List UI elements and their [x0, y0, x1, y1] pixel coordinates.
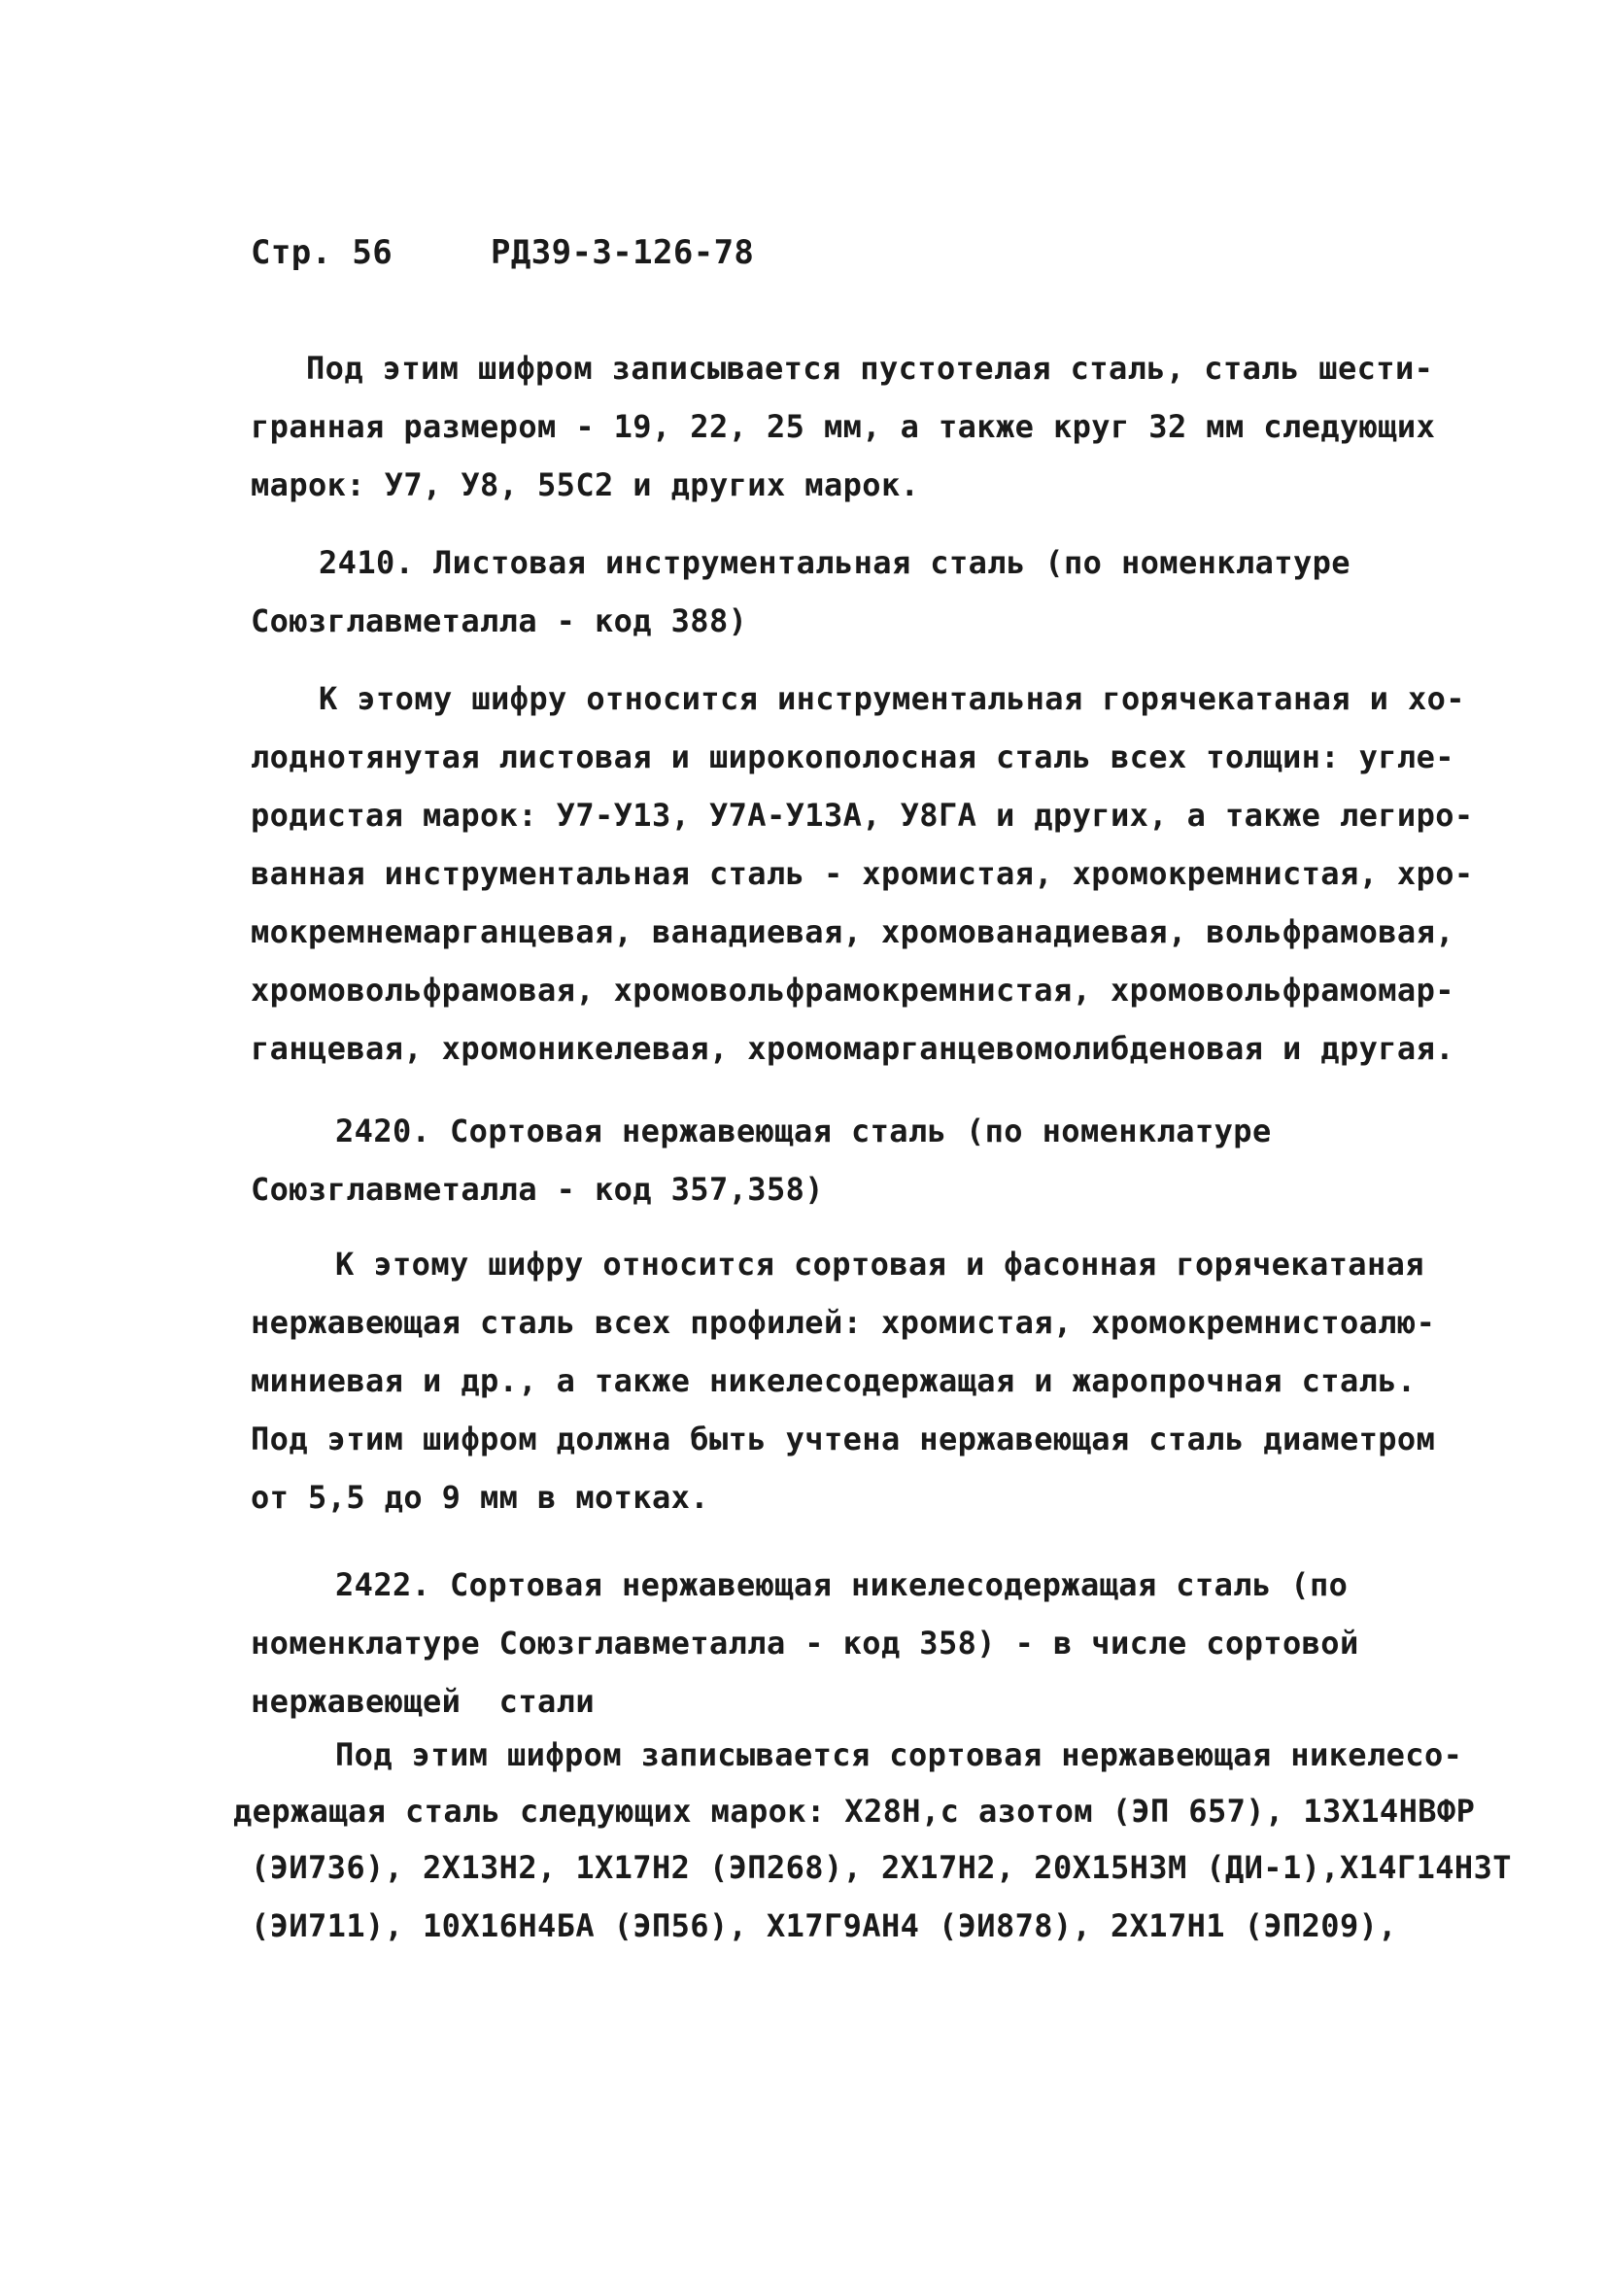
section-2420-text: нержавеющая сталь всех профилей: хромистая, хромокремнистоалю-	[251, 1304, 1436, 1341]
section-2410-heading: 2410. Листовая инструментальная сталь (по номенклатуре	[319, 544, 1351, 581]
section-2410-text: ганцевая, хромоникелевая, хромомарганцевомолибденовая и другая.	[251, 1030, 1454, 1067]
section-2410-heading: Союзглавметалла - код 388)	[251, 602, 748, 639]
intro-line: марок: У7, У8, 55С2 и других марок.	[251, 466, 920, 503]
intro-line: Под этим шифром записывается пустотелая сталь, сталь шести-	[306, 350, 1434, 387]
section-2422-heading: 2422. Сортовая нержавеющая никелесодержащая сталь (по	[335, 1566, 1349, 1603]
section-2422-text: держащая сталь следующих марок: Х28Н,с азотом (ЭП 657), 13Х14НВФР	[233, 1793, 1476, 1830]
section-2420-heading: 2420. Сортовая нержавеющая сталь (по номенклатуре	[335, 1113, 1272, 1149]
page-number: Стр. 56	[251, 233, 393, 272]
section-2410-text: родистая марок: У7-У13, У7А-У13А, У8ГА и других, а также легиро-	[251, 797, 1474, 834]
section-2420-heading: Союзглавметалла - код 357,358)	[251, 1171, 824, 1208]
document-code: РД39-3-126-78	[491, 233, 755, 272]
section-2422-heading: номенклатуре Союзглавметалла - код 358) - в числе сортовой	[251, 1625, 1359, 1662]
section-2410-text: лоднотянутая листовая и широкополосная сталь всех толщин: угле-	[251, 738, 1454, 775]
section-2410-text: мокремнемарганцевая, ванадиевая, хромованадиевая, вольфрамовая,	[251, 913, 1454, 950]
section-2410-text: хромовольфрамовая, хромовольфрамокремнистая, хромовольфрамомар-	[251, 972, 1454, 1009]
section-2420-text: миниевая и др., а также никелесодержащая и жаропрочная сталь.	[251, 1362, 1417, 1399]
section-2422-text: (ЭИ711), 10Х16Н4БА (ЭП56), Х17Г9АН4 (ЭИ878), 2Х17Н1 (ЭП209),	[251, 1907, 1397, 1944]
section-2410-text: ванная инструментальная сталь - хромистая, хромокремнистая, хро-	[251, 855, 1474, 892]
section-2422-heading: нержавеющей стали	[251, 1683, 595, 1720]
intro-line: гранная размером - 19, 22, 25 мм, а также круг 32 мм следующих	[251, 408, 1436, 445]
section-2420-text: от 5,5 до 9 мм в мотках.	[251, 1479, 709, 1516]
section-2420-text: Под этим шифром должна быть учтена нержавеющая сталь диаметром	[251, 1421, 1436, 1457]
section-2422-text: (ЭИ736), 2Х13Н2, 1Х17Н2 (ЭП268), 2Х17Н2, 20Х15Н3М (ДИ-1),Х14Г14Н3Т	[251, 1849, 1512, 1886]
section-2422-text: Под этим шифром записывается сортовая нержавеющая никелесо-	[335, 1736, 1463, 1773]
section-2410-text: К этому шифру относится инструментальная горячекатаная и хо-	[319, 680, 1465, 717]
section-2420-text: К этому шифру относится сортовая и фасонная горячекатаная	[335, 1246, 1424, 1283]
